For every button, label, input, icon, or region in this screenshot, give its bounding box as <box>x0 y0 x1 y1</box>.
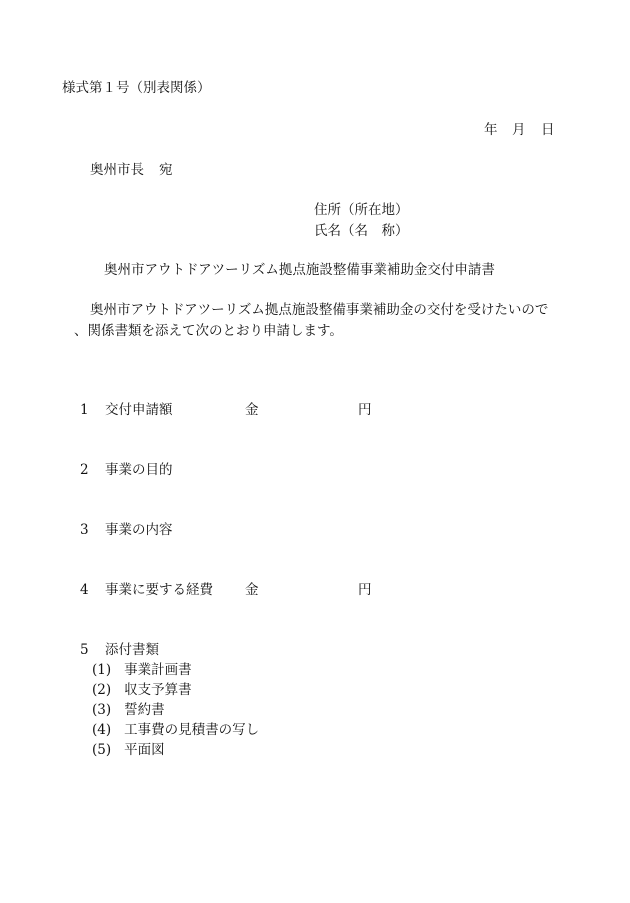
document-title: 奥州市アウトドアツーリズム拠点施設整備事業補助金交付申請書 <box>104 262 495 278</box>
attachment-number: (2) <box>92 682 112 698</box>
attachment-label: 事業計画書 <box>124 662 192 678</box>
amount-prefix: 金 <box>245 402 259 418</box>
body-line-2: 、関係書類を添えて次のとおり申請します。 <box>74 323 343 339</box>
attachment-label: 収支予算書 <box>124 682 192 698</box>
applicant-address-label: 住所（所在地） <box>314 202 409 218</box>
attachment-number: (5) <box>92 742 112 758</box>
cost-unit: 円 <box>358 582 372 598</box>
addressee-name: 奥州市長 <box>90 162 144 178</box>
item-label-attachments: 添付書類 <box>105 642 159 658</box>
attachment-item <box>92 722 259 739</box>
body-line-1: 奥州市アウトドアツーリズム拠点施設整備事業補助金の交付を受けたいので <box>90 302 549 318</box>
attachment-item <box>92 682 192 699</box>
item-number: 3 <box>80 522 89 538</box>
attachment-item <box>92 742 165 759</box>
form-number: 様式第１号（別表関係） <box>62 80 211 96</box>
attachment-label: 誓約書 <box>124 702 165 718</box>
item-number: 4 <box>80 582 89 598</box>
date-year: 年 <box>484 122 498 138</box>
item-number: 1 <box>80 402 89 418</box>
item-label-purpose: 事業の目的 <box>105 462 173 478</box>
addressee-suffix: 宛 <box>159 162 173 178</box>
attachment-number: (4) <box>92 722 112 738</box>
item-number: 5 <box>80 642 89 658</box>
item-label-application-amount: 交付申請額 <box>105 402 173 418</box>
item-number: 2 <box>80 462 89 478</box>
attachment-label: 平面図 <box>124 742 165 758</box>
attachment-label: 工事費の見積書の写し <box>124 722 260 738</box>
item-label-content: 事業の内容 <box>105 522 173 538</box>
cost-prefix: 金 <box>245 582 259 598</box>
applicant-name-label: 氏名（名 称） <box>314 223 409 239</box>
amount-unit: 円 <box>358 402 372 418</box>
date-month: 月 <box>512 122 526 138</box>
attachment-number: (3) <box>92 702 112 718</box>
item-label-project-cost: 事業に要する経費 <box>105 582 213 598</box>
attachment-number: (1) <box>92 662 112 678</box>
attachment-item <box>92 662 192 679</box>
date-day: 日 <box>541 122 555 138</box>
attachment-item <box>92 702 165 719</box>
